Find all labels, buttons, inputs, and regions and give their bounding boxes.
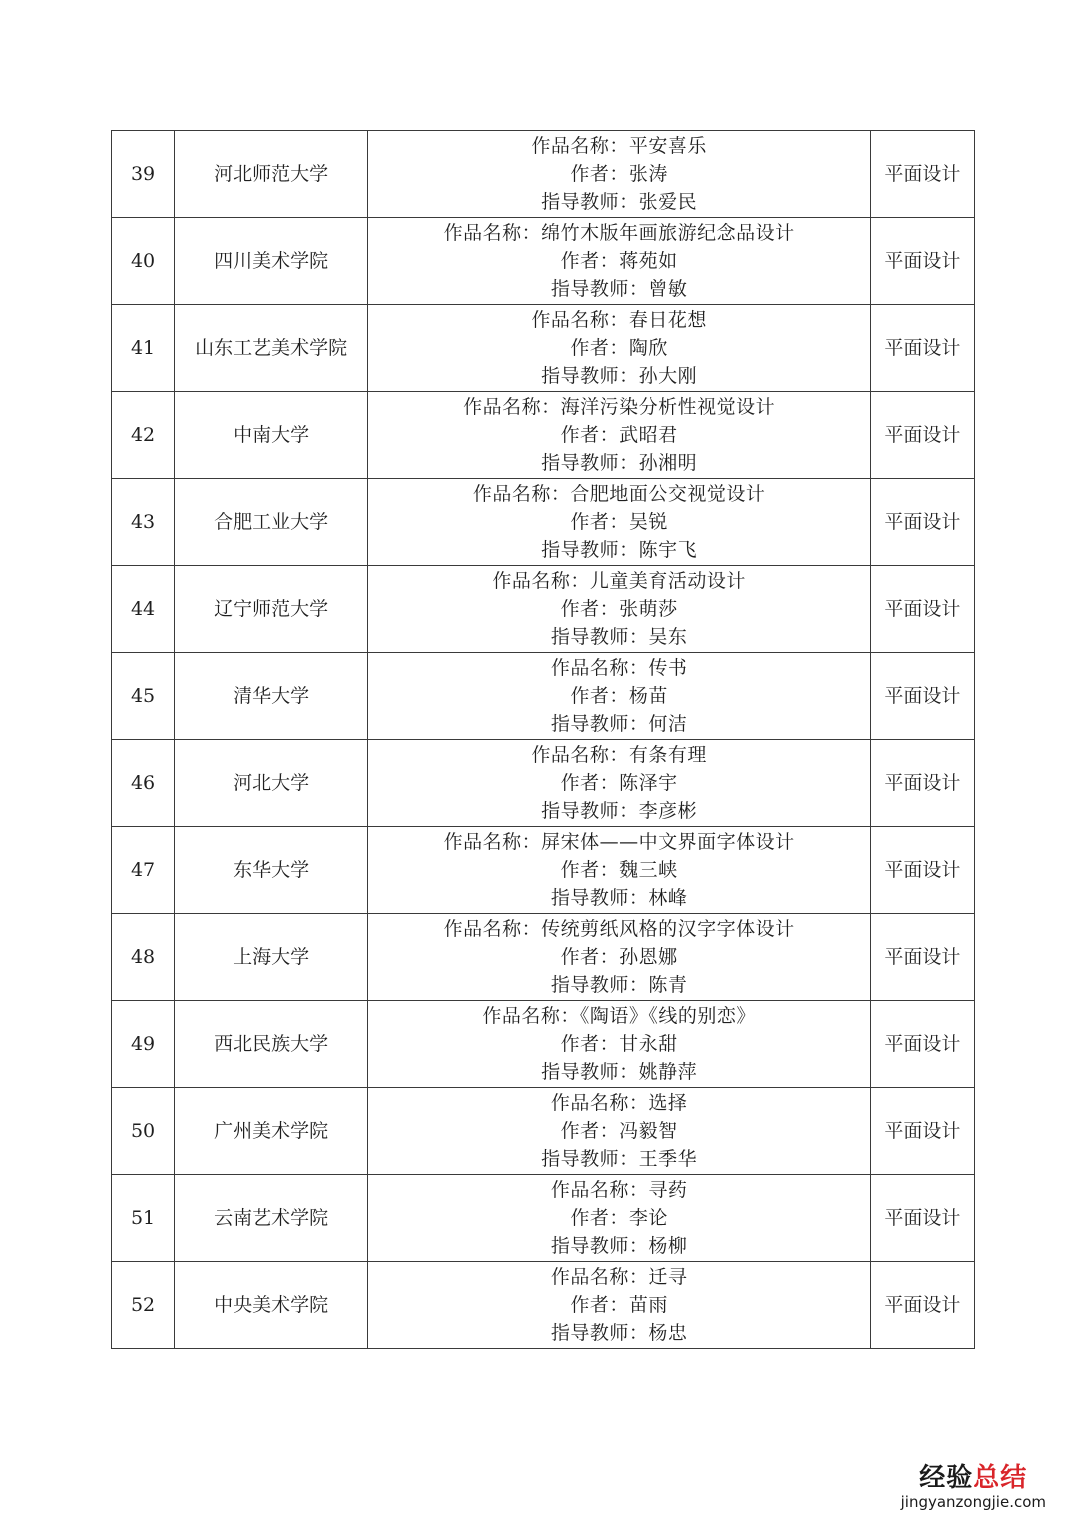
work-title: 作品名称：《陶语》《线的别恋》 <box>482 1005 756 1027</box>
row-number-cell: 44 <box>112 566 175 653</box>
table-row <box>112 566 975 653</box>
category-cell: 平面设计 <box>870 914 974 1001</box>
work-author: 作者：孙恩娜 <box>560 946 678 968</box>
category-cell: 平面设计 <box>870 653 974 740</box>
work-info-cell <box>368 1088 871 1175</box>
table-row <box>112 653 975 740</box>
table-row <box>112 479 975 566</box>
work-title: 作品名称：传书 <box>550 657 688 679</box>
row-number-cell: 39 <box>112 131 175 218</box>
work-title: 作品名称：屏宋体——中文界面字体设计 <box>443 831 795 853</box>
work-info-cell <box>368 392 871 479</box>
work-info-cell <box>368 740 871 827</box>
work-info-cell <box>368 566 871 653</box>
award-table <box>111 130 975 1349</box>
category-cell: 平面设计 <box>870 566 974 653</box>
work-title: 作品名称：儿童美育活动设计 <box>492 570 746 592</box>
row-number-cell: 47 <box>112 827 175 914</box>
work-advisor: 指导教师：陈宇飞 <box>541 539 698 561</box>
table-row <box>112 392 975 479</box>
work-author: 作者：杨苗 <box>570 685 668 707</box>
school-cell: 河北师范大学 <box>175 131 368 218</box>
table-row <box>112 914 975 1001</box>
row-number-cell: 43 <box>112 479 175 566</box>
category-cell: 平面设计 <box>870 131 974 218</box>
work-author: 作者：武昭君 <box>560 424 678 446</box>
table-row <box>112 131 975 218</box>
work-advisor: 指导教师：曾敏 <box>550 278 688 300</box>
work-advisor: 指导教师：王季华 <box>541 1148 698 1170</box>
category-cell: 平面设计 <box>870 1001 974 1088</box>
table-row <box>112 305 975 392</box>
category-cell: 平面设计 <box>870 392 974 479</box>
watermark-title-part2: 总结 <box>973 1463 1028 1493</box>
work-author: 作者：陶欣 <box>570 337 668 359</box>
row-number-cell: 46 <box>112 740 175 827</box>
watermark-title-part1: 经验 <box>919 1463 974 1493</box>
table-row <box>112 1262 975 1349</box>
work-author: 作者：吴锐 <box>570 511 668 533</box>
row-number-cell: 52 <box>112 1262 175 1349</box>
work-advisor: 指导教师：张爱民 <box>541 191 698 213</box>
work-title: 作品名称：绵竹木版年画旅游纪念品设计 <box>443 222 795 244</box>
site-watermark <box>901 1463 1046 1511</box>
work-author: 作者：冯毅智 <box>560 1120 678 1142</box>
work-advisor: 指导教师：孙湘明 <box>541 452 698 474</box>
row-number-cell: 50 <box>112 1088 175 1175</box>
work-info-cell <box>368 305 871 392</box>
row-number-cell: 42 <box>112 392 175 479</box>
work-advisor: 指导教师：杨柳 <box>550 1235 688 1257</box>
work-title: 作品名称：寻药 <box>550 1179 688 1201</box>
school-cell: 合肥工业大学 <box>175 479 368 566</box>
work-title: 作品名称：春日花想 <box>531 309 707 331</box>
school-cell: 中南大学 <box>175 392 368 479</box>
work-info-cell <box>368 1175 871 1262</box>
work-author: 作者：张萌莎 <box>560 598 678 620</box>
school-cell: 河北大学 <box>175 740 368 827</box>
table-row <box>112 1088 975 1175</box>
work-title: 作品名称：有条有理 <box>531 744 707 766</box>
award-table-body <box>112 131 975 1349</box>
work-advisor: 指导教师：何洁 <box>550 713 688 735</box>
school-cell: 中央美术学院 <box>175 1262 368 1349</box>
category-cell: 平面设计 <box>870 305 974 392</box>
work-info-cell <box>368 653 871 740</box>
table-row <box>112 740 975 827</box>
row-number-cell: 41 <box>112 305 175 392</box>
work-author: 作者：魏三峡 <box>560 859 678 881</box>
category-cell: 平面设计 <box>870 827 974 914</box>
work-title: 作品名称：选择 <box>550 1092 688 1114</box>
work-author: 作者：张涛 <box>570 163 668 185</box>
school-cell: 四川美术学院 <box>175 218 368 305</box>
school-cell: 广州美术学院 <box>175 1088 368 1175</box>
category-cell: 平面设计 <box>870 1262 974 1349</box>
school-cell: 上海大学 <box>175 914 368 1001</box>
school-cell: 清华大学 <box>175 653 368 740</box>
row-number-cell: 51 <box>112 1175 175 1262</box>
table-row <box>112 218 975 305</box>
work-advisor: 指导教师：陈青 <box>550 974 688 996</box>
work-info-cell <box>368 827 871 914</box>
category-cell: 平面设计 <box>870 1088 974 1175</box>
work-author: 作者：甘永甜 <box>560 1033 678 1055</box>
category-cell: 平面设计 <box>870 479 974 566</box>
work-advisor: 指导教师：姚静萍 <box>541 1061 698 1083</box>
work-advisor: 指导教师：李彦彬 <box>541 800 698 822</box>
row-number-cell: 40 <box>112 218 175 305</box>
work-advisor: 指导教师：杨忠 <box>550 1322 688 1344</box>
work-info-cell <box>368 479 871 566</box>
work-advisor: 指导教师：孙大刚 <box>541 365 698 387</box>
row-number-cell: 49 <box>112 1001 175 1088</box>
school-cell: 云南艺术学院 <box>175 1175 368 1262</box>
row-number-cell: 45 <box>112 653 175 740</box>
work-advisor: 指导教师：吴东 <box>550 626 688 648</box>
watermark-url: jingyanzongjie.com <box>900 1493 1046 1511</box>
school-cell: 西北民族大学 <box>175 1001 368 1088</box>
work-title: 作品名称：传统剪纸风格的汉字字体设计 <box>443 918 795 940</box>
work-info-cell <box>368 131 871 218</box>
school-cell: 辽宁师范大学 <box>175 566 368 653</box>
work-info-cell <box>368 218 871 305</box>
category-cell: 平面设计 <box>870 1175 974 1262</box>
work-author: 作者：苗雨 <box>570 1294 668 1316</box>
category-cell: 平面设计 <box>870 218 974 305</box>
school-cell: 山东工艺美术学院 <box>175 305 368 392</box>
table-row <box>112 827 975 914</box>
table-row <box>112 1001 975 1088</box>
work-author: 作者：陈泽宇 <box>560 772 678 794</box>
work-author: 作者：李论 <box>570 1207 668 1229</box>
work-info-cell <box>368 1001 871 1088</box>
work-title: 作品名称：合肥地面公交视觉设计 <box>472 483 766 505</box>
work-title: 作品名称：海洋污染分析性视觉设计 <box>463 396 776 418</box>
row-number-cell: 48 <box>112 914 175 1001</box>
work-title: 作品名称：迁寻 <box>550 1266 688 1288</box>
work-title: 作品名称：平安喜乐 <box>531 135 707 157</box>
work-author: 作者：蒋苑如 <box>560 250 678 272</box>
work-info-cell <box>368 1262 871 1349</box>
work-advisor: 指导教师：林峰 <box>550 887 688 909</box>
school-cell: 东华大学 <box>175 827 368 914</box>
table-row <box>112 1175 975 1262</box>
watermark-title <box>901 1463 1046 1493</box>
category-cell: 平面设计 <box>870 740 974 827</box>
work-info-cell <box>368 914 871 1001</box>
